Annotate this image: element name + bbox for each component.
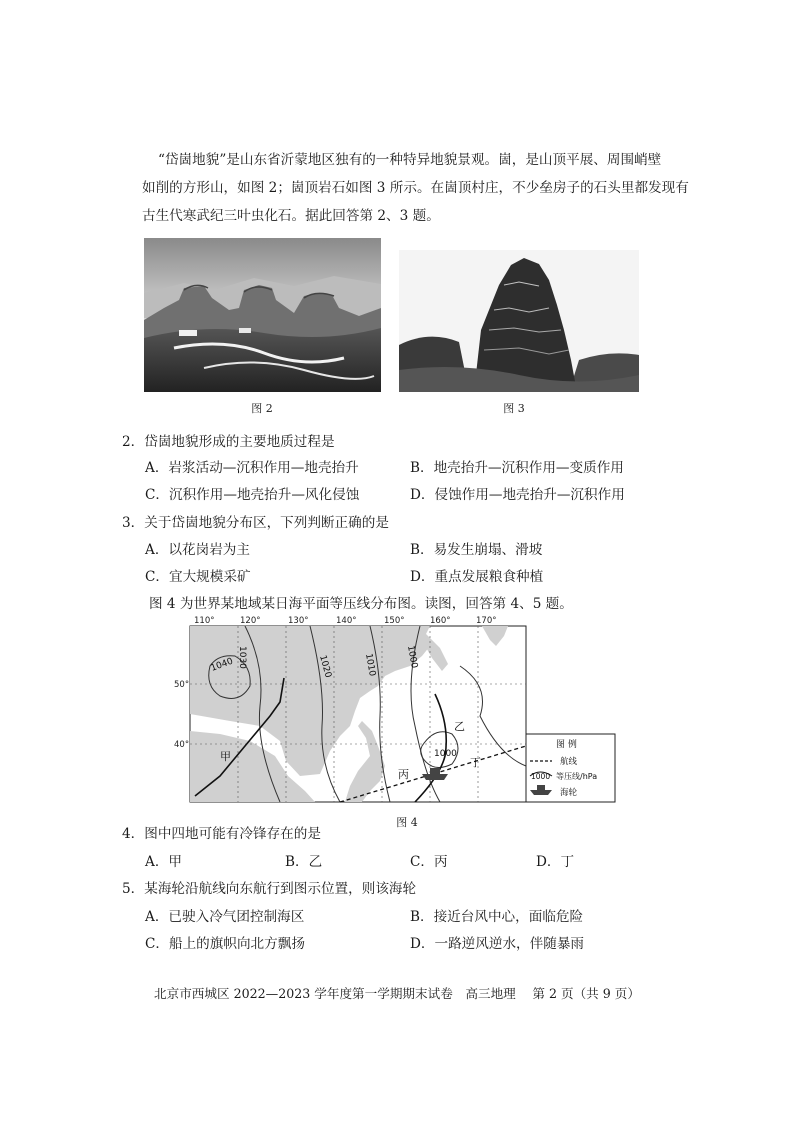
figure-4-caption: 图 4 [396,816,418,829]
question-5-option-d[interactable]: D．一路逆风逆水，伴随暴雨 [410,936,585,952]
lon-label-120: 120° [240,616,261,626]
question-2-option-b[interactable]: B．地壳抬升—沉积作用—变质作用 [410,460,624,476]
intro-paragraph [142,146,689,230]
place-yi: 乙 [454,720,465,733]
question-4-option-b[interactable]: B．乙 [285,854,323,870]
lon-label-130: 130° [288,616,309,626]
isobar-label-1030: 1030 [237,646,247,669]
isobar-label-1010: 1010 [363,652,377,678]
place-jia: 甲 [220,750,231,763]
question-3-option-b[interactable]: B．易发生崩塌、滑坡 [410,542,543,558]
question-2-option-d[interactable]: D．侵蚀作用—地壳抬升—沉积作用 [410,487,625,503]
question-2-option-c[interactable]: C．沉积作用—地壳抬升—风化侵蚀 [145,487,360,503]
question-5-option-b[interactable]: B．接近台风中心，面临危险 [410,909,584,925]
figure-3-photo [399,250,639,392]
figure-3-caption: 图 3 [503,402,525,415]
isobar-label-1020: 1020 [317,654,333,679]
question-4-stem: 4．图中四地可能有冷锋存在的是 [122,826,321,842]
legend-title: 图 例 [556,740,577,750]
question-4-option-d[interactable]: D．丁 [536,854,575,870]
question-4-option-c[interactable]: C．丙 [410,854,448,870]
intro-line-2: 如削的方形山，如图 2；崮顶岩石如图 3 所示。在崮顶村庄，不少垒房子的石头里都发现有 [142,180,689,196]
question-5-option-a[interactable]: A．已驶入冷气团控制海区 [145,909,305,925]
question-4-option-a[interactable]: A．甲 [145,854,183,870]
lat-label-50: 50° [174,680,190,690]
figure-4-intro: 图 4 为世界某地域某日海平面等压线分布图。读图，回答第 4、5 题。 [149,596,573,612]
map-legend [526,734,615,802]
question-2-stem: 2．岱崮地貌形成的主要地质过程是 [122,434,335,450]
intro-line-3: 古生代寒武纪三叶虫化石。据此回答第 2、3 题。 [142,208,440,224]
question-5-option-c[interactable]: C．船上的旗帜向北方飘扬 [145,936,305,952]
legend-isobar-sample: 1000 [531,772,551,781]
question-3-option-c[interactable]: C．宜大规模采矿 [145,569,251,585]
question-3-option-d[interactable]: D．重点发展粮食种植 [410,569,544,585]
place-bing: 丙 [398,768,409,781]
legend-isobar: 等压线/hPa [556,772,598,781]
legend-route: 航线 [560,757,578,767]
legend-ship: 海轮 [560,788,578,798]
lat-label-40: 40° [174,740,190,750]
intro-line-1: “岱崮地貌”是山东省沂蒙地区独有的一种特异地貌景观。崮，是山顶平展、周围峭壁 [158,152,662,168]
question-3-stem: 3．关于岱崮地貌分布区，下列判断正确的是 [122,515,389,531]
question-5-stem: 5．某海轮沿航线向东航行到图示位置，则该海轮 [122,881,417,897]
lon-label-170: 170° [476,616,497,626]
lon-label-140: 140° [336,616,357,626]
question-3-option-a[interactable]: A．以花岗岩为主 [145,542,250,558]
isobar-label-1000-north: 1000 [405,644,419,670]
place-ding: 丁 [470,756,481,769]
lon-label-110: 110° [194,616,215,626]
figure-2-caption: 图 2 [251,402,273,415]
figure-2-photo [144,238,381,392]
page-footer: 北京市西城区 2022—2023 学年度第一学期期末试卷 高三地理 第 2 页（共 9 页） [154,986,640,1001]
lon-label-150: 150° [384,616,405,626]
isobar-label-1040: 1040 [209,656,235,674]
figure-4-map [174,616,616,808]
isobar-label-1000-center: 1000 [434,749,457,759]
lon-label-160: 160° [430,616,451,626]
question-2-option-a[interactable]: A．岩浆活动—沉积作用—地壳抬升 [145,460,359,476]
